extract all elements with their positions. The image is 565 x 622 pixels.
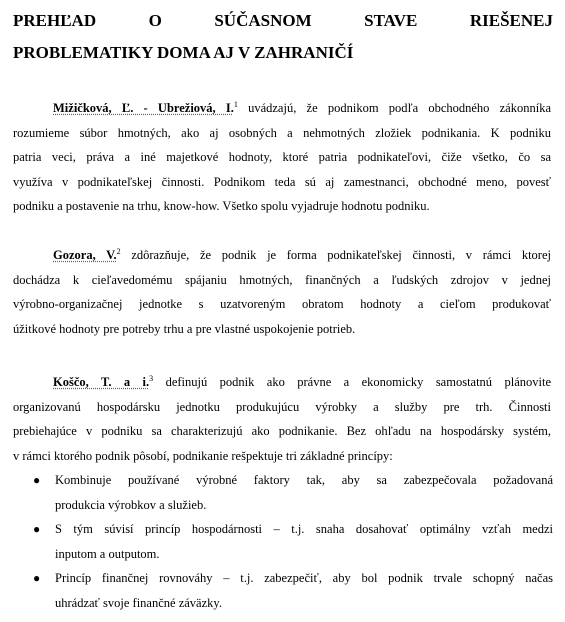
paragraph-gozora: [13, 243, 551, 341]
list-item: [13, 468, 553, 517]
list-item: [13, 517, 553, 566]
paragraph-line: rozumieme súbor hmotných, ako aj osobných a nehmotných zložiek podnikania. K podniku: [13, 125, 551, 140]
footnote-ref: 1: [233, 99, 238, 109]
paragraph-line: výrobno-organizačnej jednotke s uzatvoreným obratom hodnoty a cieľom produkovať: [13, 297, 551, 311]
paragraph-line: podniku a postavenie na trhu, know-how. Všetko spolu vyjadruje hodnotu podniku.: [13, 199, 430, 213]
paragraph-text: zdôrazňuje, že podnik je forma podnikateľskej činnosti, v rámci ktorej: [120, 248, 551, 262]
author-citation: Koščo, T. a i.: [53, 375, 150, 389]
list-item-line: Princíp finančnej rovnováhy – t.j. zabezpečiť, aby bol podnik trvale schopný načas: [55, 571, 553, 585]
list-item-line: S tým súvisí princíp hospodárnosti – t.j. snaha dosahovať optimálny vzťah medzi: [55, 522, 553, 536]
paragraph-text: definujú podnik ako právne a ekonomicky samostatnú plánovite: [153, 375, 551, 389]
paragraph-line: [13, 243, 551, 268]
paragraph-line: [13, 370, 551, 395]
footnote-ref: 2: [116, 246, 121, 256]
paragraph-line: prebiehajúce v podniku sa charakterizujú ako podnikanie. Bez ohľadu na hospodársky systém,: [13, 424, 551, 438]
bullet-dot-icon: ●: [33, 522, 41, 536]
footnote-ref: 3: [149, 373, 154, 383]
author-citation: Gozora, V.: [53, 248, 117, 262]
paragraph-line: patria veci, práva a iné majetkové hodnoty, ktoré patria podnikateľovi, čiže všetko, čo sa: [13, 150, 551, 164]
author-citation: Mižičková, Ľ. - Ubrežiová, I.: [53, 101, 234, 115]
list-item-line: produkcia výrobkov a služieb.: [55, 497, 207, 512]
paragraph-mizickova: [13, 96, 551, 219]
heading-line-2: PROBLEMATIKY DOMA AJ V ZAHRANIČÍ: [13, 43, 354, 62]
paragraph-line: úžitkové hodnoty pre potreby trhu a pre vlastné uspokojenie potrieb.: [13, 321, 356, 336]
paragraph-line: [13, 96, 551, 121]
principles-list: [13, 468, 553, 615]
list-item: [13, 566, 553, 615]
paragraph-line: využíva v podnikateľskej činnosti. Podnikom teda sú aj zamestnanci, obchodné meno, povesť: [13, 174, 551, 189]
paragraph-kosco: [13, 370, 551, 468]
heading-line-1: PREHĽAD O SÚČASNOM STAVE RIEŠENEJ: [13, 11, 553, 30]
paragraph-line: organizovanú hospodársku jednotku produkujúcu výrobky a služby pre trh. Činnosti: [13, 399, 551, 414]
paragraph-line: v rámci ktorého podnik pôsobí, podnikanie rešpektuje tri základné princípy:: [13, 448, 393, 463]
list-item-line: uhrádzať svoje finančné záväzky.: [55, 595, 222, 610]
bullet-dot-icon: ●: [33, 473, 41, 487]
list-item-line: Kombinuje používané výrobné faktory tak, aby sa zabezpečovala požadovaná: [55, 473, 553, 487]
bullet-dot-icon: ●: [33, 571, 41, 585]
list-item-line: inputom a outputom.: [55, 546, 160, 561]
paragraph-line: dochádza k cieľavedomému spájaniu hmotných, finančných a ľudských zdrojov v jednej: [13, 272, 551, 287]
paragraph-text: uvádzajú, že podnikom podľa obchodného zákonníka: [237, 101, 552, 115]
